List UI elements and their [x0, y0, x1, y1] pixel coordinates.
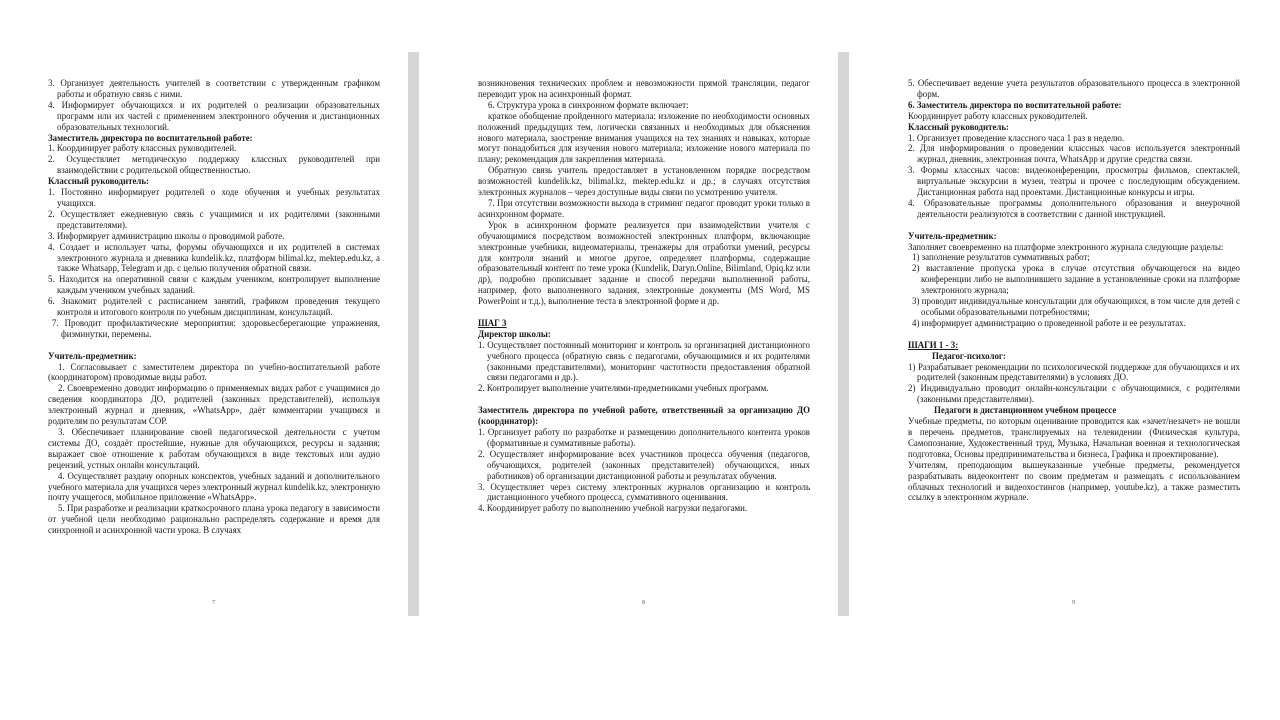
- text-line: 2. Осуществляет ежедневную связь с учащимися и их родителями (законными представителями).: [48, 208, 380, 230]
- section-heading: Классный руководитель:: [48, 176, 150, 187]
- step-heading: ШАГИ 1 - 3:: [908, 339, 959, 350]
- text-line: Учебные предметы, по которым оценивание проводится как «зачет/незачет» не вошли в перечень предметов, транслируемых на телевидении (Физическая культура, Самопознание, Художественный труд, Музыка, Начальная военная и технологическая подготовка, Основы предпринимательства и бизнеса, Графика и проектирование).: [908, 416, 1240, 459]
- text-line: 3) проводит индивидуальные консультации для обучающихся, в том числе для детей с особыми образовательными потребностями;: [912, 296, 1240, 318]
- text-line: 2. Контролирует выполнение учителями-предметниками учебных программ.: [478, 383, 769, 394]
- text-line: 4. Образовательные программы дополнительного образования и внеурочной деятельности реализуются в соответствии с данной инструкцией.: [908, 197, 1240, 219]
- text-line: краткое обобщение пройденного материала: изложение по необходимости основных положений предыдущих тем, логически связанных и необходимых для объяснения нового материала, заострение внимания учащихся на тех знаниях и навыках, которые могут понадобиться для изучения нового материала; изложение нового материала по плану; рекомендация для закрепления материала.: [478, 110, 810, 165]
- text-line: 1) Разрабатывает рекомендации по психологической поддержке для обучающихся и их родителей (законным представителями) в условиях ДО.: [908, 361, 1240, 383]
- section-heading: Классный руководитель:: [908, 121, 1010, 132]
- text-line: 3. Организует деятельность учителей в соответствии с утвержденным графиком работы и обратную связь с ними.: [48, 78, 380, 99]
- text-line: 4) информирует администрацию о проведенной работе и ее результатах.: [912, 317, 1186, 328]
- text-line: 2) выставление пропуска урока в случае отсутствия обучающегося на видео конференции либо не выполнившего задание в установленные сроки на платформе электронного журнала;: [912, 263, 1240, 296]
- text-line: 2. Осуществляет методическую поддержку классных руководителей при взаимодействии с родительской общественностью.: [48, 154, 380, 176]
- document-page-7: [0, 52, 408, 616]
- text-line: 1. Осуществляет постоянный мониторинг и контроль за организацией дистанционного учебного процесса (обратную связь с педагогами, обучающимися и их родителями (законными представителями), мониторинг частотности предоставления обратной связи педагогами и др.).: [478, 339, 810, 383]
- text-line: 3. Обеспечивает планирование своей педагогической деятельности с учетом системы ДО, создаёт простейшие, нужные для обучающихся, ресурсы и задания; выражает свое отношение к работам обучающихся в виде текстовых или аудио рецензий, устных онлайн консультаций.: [48, 426, 380, 470]
- page-number: 8: [642, 600, 645, 606]
- text-line: 2. Осуществляет информирование всех участников процесса обучения (педагогов, обучающихся, родителей (законных представителей) обучающихся, иных работников) об организации дистанционной работы и результатах обучения.: [478, 448, 810, 481]
- text-line: 5. Обеспечивает ведение учета результатов образовательного процесса в электронной форм.: [908, 78, 1240, 99]
- text-line: возникновения технических проблем и невозможности прямой трансляции, педагог переводит урок на асинхронный формат.: [478, 78, 810, 99]
- text-line: 3. Осуществляет через систему электронных журналов организацию и контроль дистанционного учебного процесса, суммативного оценивания.: [478, 481, 810, 503]
- text-line: 1. Согласовывает с заместителем директора по учебно-воспитательной работе (координатором) проводимые виды работ.: [48, 361, 380, 383]
- page-number: 7: [212, 600, 215, 606]
- text-line: 4. Координирует работу по выполнению учебной нагрузки педагогами.: [478, 503, 748, 514]
- text-line: 2. Для информирования о проведении классных часов используется электронный журнал, дневник, электронная почта, WhatsApp и другие средства связи.: [908, 143, 1240, 165]
- section-heading: Педагог-психолог:: [932, 350, 1006, 361]
- text-line: 1. Организует проведение классного часа 1 раз в неделю.: [908, 132, 1125, 143]
- text-line: 6. Знакомит родителей с расписанием занятий, графиком проведения текущего контроля и итогового контроля по учебным дисциплинам, консультаций.: [48, 296, 380, 318]
- section-heading: Заместитель директора по воспитательной работе:: [48, 132, 253, 143]
- section-heading: 6. Заместитель директора по воспитательной работе:: [908, 99, 1122, 110]
- text-line: 7. Проводит профилактические мероприятия: здоровьесберегающие упражнения, физминутки, перемены.: [52, 317, 380, 339]
- page-8-body: [478, 78, 810, 514]
- text-line: 1. Координирует работу классных руководителей.: [48, 143, 237, 154]
- text-line: Учителям, преподающим вышеуказанные учебные предметы, рекомендуется разрабатывать видеоконтент по своим предметам и размещать с использованием облачных технологий и видеохостингов (например, youtube.kz), а также разместить ссылку в электронном журнале.: [908, 459, 1240, 503]
- text-line: 7. При отсутствии возможности выхода в стриминг педагог проводит уроки только в асинхронном формате.: [478, 197, 810, 219]
- text-line: 3. Информирует администрацию школы о проводимой работе.: [48, 230, 285, 241]
- text-line: 4. Создает и использует чаты, форумы обучающихся и их родителей в системах электронного журнала и дневника kundelik.kz, платформ bilimal.kz, mektep.edu.kz, а также Whatsapp, Telegram и др. с целью получения обратной связи.: [48, 241, 380, 274]
- section-heading: Педагоги в дистанционном учебном процессе: [934, 405, 1117, 416]
- step-heading: ШАГ 3: [478, 317, 507, 328]
- page-number: 9: [1072, 600, 1075, 606]
- text-line: 1) заполнение результатов суммативных работ;: [912, 252, 1090, 263]
- page-gap-right: [838, 52, 849, 616]
- section-heading: Заместитель директора по учебной работе, ответственный за организацию ДО (координатор):: [478, 405, 810, 427]
- text-line: 2. Своевременно доводит информацию о применяемых видах работ с учащимися до сведения координатора ДО, родителей (законных представителей), используя электронный журнал и дневник, «WhatsApp», даёт комментарии учащимся и родителям по результатам СОР.: [48, 383, 380, 427]
- text-line: 4. Осуществляет раздачу опорных конспектов, учебных заданий и дополнительного учебного материала для учащихся через электронный журнал kundelik.kz, электронную почту учащегося, мобильное приложение «WhatsApp».: [48, 470, 380, 503]
- text-line: 3. Формы классных часов: видеоконференции, просмотры фильмов, спектаклей, виртуальные экскурсии в музеи, театры и прочее с последующим обсуждением. Дистанционная работа над проектами. Дистанционные конкурсы и игры.: [908, 165, 1240, 198]
- section-heading: Учитель-предметник:: [908, 230, 997, 241]
- text-line: Урок в асинхронном формате реализуется при взаимодействии учителя с обучающимися посредством возможностей электронных платформ, включающие электронные учебники, видеоматериалы, тренажеры для отработки умений, ресурсы для контроля знаний и многое другое, определяет платформы, содержащие образовательный контент по теме урока (Kundelik, Daryn.Online, Bilimland, Opiq.kz или др), подробно прописывает задание и способ передачи выполненной работы, например, фото выполненного задания, электронные документы (MS Word, MS PowerPoint и т.д.), выполнение теста в электронной форме и др.: [478, 219, 810, 307]
- page-9-body: [908, 78, 1240, 503]
- page-7-body: [48, 78, 380, 536]
- text-line: 5. При разработке и реализации краткосрочного плана урока педагогу в зависимости от учебной цели необходимо рационально распределять содержание и время для синхронной и асинхронной части урока. В случаях: [48, 503, 380, 536]
- text-line: 6. Структура урока в синхронном формате включает:: [488, 99, 689, 110]
- text-line: 5. Находится на оперативной связи с каждым учеником, контролирует выполнение каждым учеником учебных заданий.: [48, 274, 380, 296]
- section-heading: Учитель-предметник:: [48, 350, 137, 361]
- page-gap-left: [408, 52, 419, 616]
- text-line: Координирует работу классных руководителей.: [908, 110, 1088, 121]
- text-line: Заполняет своевременно на платформе электронного журнала следующие разделы:: [908, 241, 1224, 252]
- text-line: Обратную связь учитель предоставляет в установленном порядке посредством возможностей kundelik.kz, bilimal.kz, mektep.edu.kz и др.; в случаях отсутствия электронных журналов – через доступные виды связи по усмотрению учителя.: [478, 165, 810, 198]
- document-page-8: [419, 52, 838, 616]
- text-line: 1. Постоянно информирует родителей о ходе обучения и учебных результатах учащихся.: [48, 187, 380, 208]
- text-line: 4. Информирует обучающихся и их родителей о реализации образовательных программ или их частей с применением электронного обучения и дистанционных образовательных технологий.: [48, 99, 380, 132]
- section-heading: Директор школы:: [478, 328, 551, 339]
- document-page-9: [849, 52, 1280, 616]
- text-line: 2) Индивидуально проводит онлайн-консультации с обучающимися, с родителями (законными представителями).: [908, 383, 1240, 405]
- text-line: 1. Организует работу по разработке и размещению дополнительного контента уроков (формативные и суммативные работы).: [478, 426, 810, 448]
